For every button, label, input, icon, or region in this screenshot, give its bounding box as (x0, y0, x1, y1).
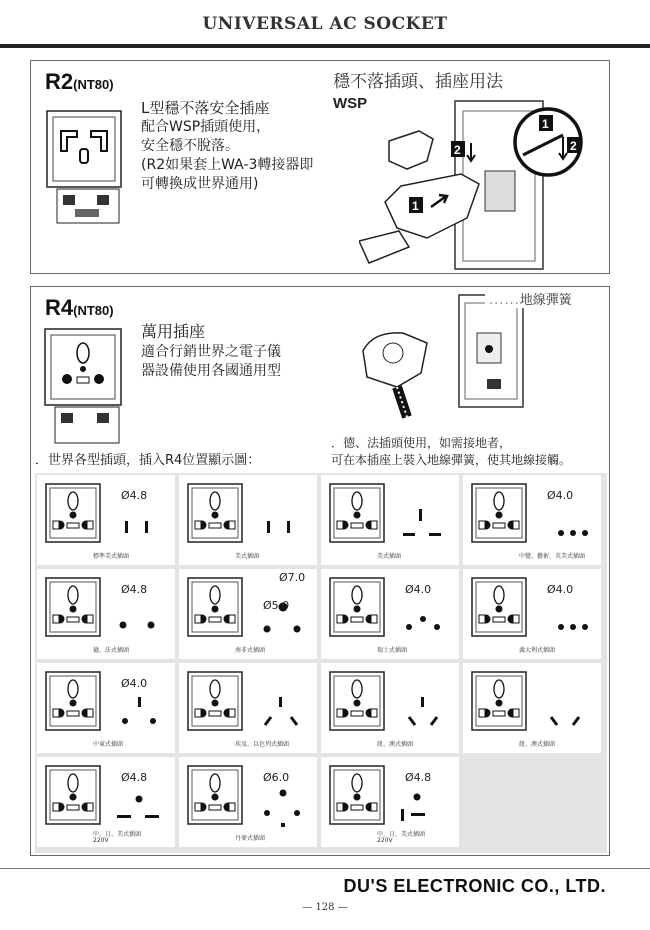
socket-face-icon (45, 577, 109, 643)
plug-card (37, 475, 175, 565)
plug-card (321, 757, 459, 847)
svg-text:2: 2 (454, 143, 461, 157)
plug-type-caption: 紐、澳式插頭 (377, 741, 414, 748)
socket-face-icon (45, 671, 109, 737)
r2-usage-title: 穩不落插頭、插座用法 (333, 72, 503, 92)
plug-card (321, 475, 459, 565)
plug-type-caption: 美式插頭 (235, 553, 260, 560)
plug-card (463, 663, 601, 753)
plug-card (179, 663, 317, 753)
pin-pattern-icon (537, 507, 593, 547)
pin-diameter-label: Ø4.8 (405, 771, 432, 784)
plug-grid-cards (35, 473, 607, 853)
r2-socket-image (45, 109, 121, 189)
ground-spring-label: ......地線彈簧 (485, 289, 572, 308)
plug-type-caption: 中、日、美式插頭 (93, 831, 142, 838)
plug-card (463, 475, 601, 565)
socket-face-icon (187, 671, 251, 737)
plug-card (321, 569, 459, 659)
r4-model: R4(NT80) (45, 295, 114, 320)
page-title: UNIVERSAL AC SOCKET (202, 14, 448, 34)
page-number: — 128 — (302, 902, 348, 913)
pin-pattern-icon (111, 507, 167, 547)
pin-diameter-label: Ø5.0 (263, 599, 290, 612)
r2-section (30, 60, 610, 274)
pin-pattern-icon (111, 789, 167, 829)
wsp-label: WSP (333, 95, 368, 112)
plug-card (463, 569, 601, 659)
plug-type-caption: 紐、澳式插頭 (519, 741, 556, 748)
r4-intro-left: ．世界各型插頭，插入R4位置顯示圖： (35, 453, 261, 468)
plug-type-caption: 義大利式插頭 (519, 647, 556, 654)
ground-spring-socket-image (457, 293, 527, 413)
pin-diameter-label: Ø4.8 (121, 583, 148, 596)
plug-type-caption: 標準美式插頭 (93, 553, 130, 560)
socket-face-icon (329, 577, 393, 643)
plug-type-caption: 美式插頭 (377, 553, 402, 560)
plug-voltage-caption: 220V (93, 837, 109, 844)
plug-card (37, 663, 175, 753)
plug-card (37, 757, 175, 847)
pin-pattern-icon (253, 789, 309, 829)
footer-rule (0, 868, 650, 869)
plug-type-caption: 中、日、美式插頭 (377, 831, 426, 838)
pin-diameter-label: Ø7.0 (279, 571, 306, 584)
plug-card (179, 757, 317, 847)
pin-diameter-label: Ø4.0 (121, 677, 148, 690)
svg-text:1: 1 (542, 117, 549, 131)
plug-type-caption: 南非式插頭 (235, 647, 266, 654)
socket-face-icon (329, 483, 393, 549)
socket-face-icon (471, 671, 535, 737)
socket-face-icon (187, 577, 251, 643)
plug-type-caption: 中東式插頭 (93, 741, 124, 748)
r2-description: L型穩不落安全插座 配合WSP插頭使用， 安全穩不脫落。 (R2如果套上WA-3轉接器即 可轉換成世界通用) (141, 99, 314, 192)
pin-pattern-icon (253, 695, 309, 735)
pin-pattern-icon (395, 789, 451, 829)
pin-diameter-label: Ø6.0 (263, 771, 290, 784)
rotation-diagram (511, 105, 585, 183)
socket-face-icon (471, 483, 535, 549)
plug-card (179, 569, 317, 659)
plug-voltage-caption: 220V (377, 837, 393, 844)
plug-type-caption: 中變、藝術、英美式插頭 (519, 553, 586, 560)
pin-pattern-icon (111, 601, 167, 641)
r4-section (30, 286, 610, 856)
pin-pattern-icon (537, 695, 593, 735)
plug-type-caption: 德、法式插頭 (93, 647, 130, 654)
plug-type-caption: 瑞士式插頭 (377, 647, 408, 654)
plug-card (37, 569, 175, 659)
pin-pattern-icon (395, 601, 451, 641)
pin-pattern-icon (395, 507, 451, 547)
german-plug-image (357, 323, 447, 427)
company-name: DU'S ELECTRONIC CO., LTD. (343, 876, 606, 896)
socket-face-icon (187, 765, 251, 831)
r2-model: R2(NT80) (45, 69, 114, 94)
pin-pattern-icon (537, 601, 593, 641)
plug-type-caption: 埃及、以色列式插頭 (235, 741, 290, 748)
pin-diameter-label: Ø4.0 (547, 583, 574, 596)
r4-intro-right: ．德、法插頭使用，如需接地者， 可在本插座上裝入地線彈簧，使其地線接觸。 (331, 436, 572, 467)
svg-text:2: 2 (570, 139, 577, 153)
socket-face-icon (329, 765, 393, 831)
socket-face-icon (187, 483, 251, 549)
socket-face-icon (471, 577, 535, 643)
r4-description: 萬用插座 適合行銷世界之電子儀 器設備使用各國通用型 (141, 322, 281, 379)
pin-diameter-label: Ø4.8 (121, 771, 148, 784)
plug-type-caption: 丹麥式插頭 (235, 835, 266, 842)
pin-diameter-label: Ø4.8 (121, 489, 148, 502)
svg-text:1: 1 (412, 199, 419, 213)
socket-face-icon (45, 765, 109, 831)
r4-socket-image (43, 327, 133, 453)
plug-card (179, 475, 317, 565)
plug-card (321, 663, 459, 753)
pin-pattern-icon (395, 695, 451, 735)
pin-diameter-label: Ø4.0 (405, 583, 432, 596)
pin-diameter-label: Ø4.0 (547, 489, 574, 502)
header-rule (0, 44, 650, 48)
socket-face-icon (45, 483, 109, 549)
pin-pattern-icon (253, 507, 309, 547)
pin-pattern-icon (111, 695, 167, 735)
socket-face-icon (329, 671, 393, 737)
